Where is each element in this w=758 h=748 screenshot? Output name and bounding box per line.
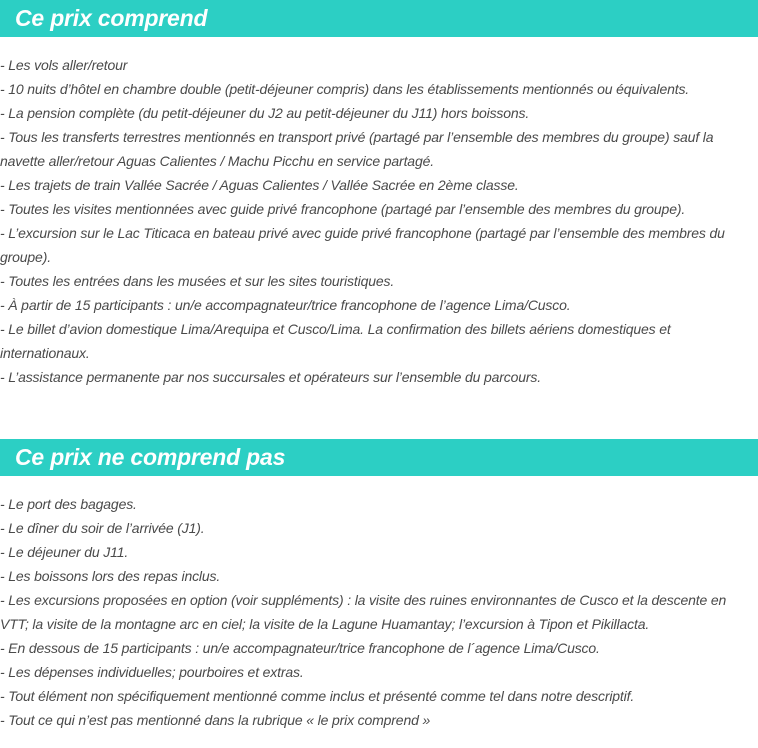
list-item: - Les boissons lors des repas inclus.: [0, 568, 221, 584]
list-item: - Les excursions proposées en option (voir suppléments) : la visite des ruines environnantes de Cusco et la descente en VTT; la visite de la montagne arc en ciel; la visite de la Lagune Huamantay; l’excursion à Tipon et Pikillacta.: [0, 592, 727, 632]
list-item: - Le déjeuner du J11.: [0, 544, 129, 560]
list-item: - À partir de 15 participants : un/e accompagnateur/trice francophone de l’agence Lima/Cusco.: [0, 297, 571, 313]
list-item: - L’assistance permanente par nos succursales et opérateurs sur l’ensemble du parcours.: [0, 369, 542, 385]
list-item: - 10 nuits d’hôtel en chambre double (petit-déjeuner compris) dans les établissements mentionnés ou équivalents.: [0, 81, 690, 97]
list-item: - Les trajets de train Vallée Sacrée / Aguas Calientes / Vallée Sacrée en 2ème classe.: [0, 177, 519, 193]
list-item: - Tout élément non spécifiquement mentionné comme inclus et présenté comme tel dans notre descriptif.: [0, 688, 635, 704]
list-item: - Toutes les visites mentionnées avec guide privé francophone (partagé par l’ensemble des membres du groupe).: [0, 201, 686, 217]
list-item: - Le dîner du soir de l’arrivée (J1).: [0, 520, 205, 536]
list-item: - Tous les transferts terrestres mentionnés en transport privé (partagé par l’ensemble des membres du groupe) sauf la navette aller/retour Aguas Calientes / Machu Picchu en service partagé.: [0, 129, 714, 169]
list-item: - Toutes les entrées dans les musées et sur les sites touristiques.: [0, 273, 395, 289]
list-item: - Les vols aller/retour: [0, 57, 128, 73]
excluded-header: [0, 439, 758, 476]
excluded-section: [0, 439, 758, 732]
list-item: - Les dépenses individuelles; pourboires et extras.: [0, 664, 304, 680]
included-list: [0, 53, 758, 389]
list-item: - Le billet d’avion domestique Lima/Arequipa et Cusco/Lima. La confirmation des billets aériens domestiques et internationaux.: [0, 321, 671, 361]
included-title: Ce prix comprend: [15, 5, 208, 31]
list-item: - En dessous de 15 participants : un/e accompagnateur/trice francophone de l´agence Lima/Cusco.: [0, 640, 600, 656]
excluded-title: Ce prix ne comprend pas: [15, 444, 286, 470]
excluded-list: [0, 492, 758, 732]
list-item: - Tout ce qui n’est pas mentionné dans la rubrique « le prix comprend »: [0, 712, 431, 728]
list-item: - La pension complète (du petit-déjeuner du J2 au petit-déjeuner du J11) hors boissons.: [0, 105, 530, 121]
list-item: - L’excursion sur le Lac Titicaca en bateau privé avec guide privé francophone (partagé par l’ensemble des membres du groupe).: [0, 225, 725, 265]
list-item: - Le port des bagages.: [0, 496, 137, 512]
included-header: [0, 0, 758, 37]
